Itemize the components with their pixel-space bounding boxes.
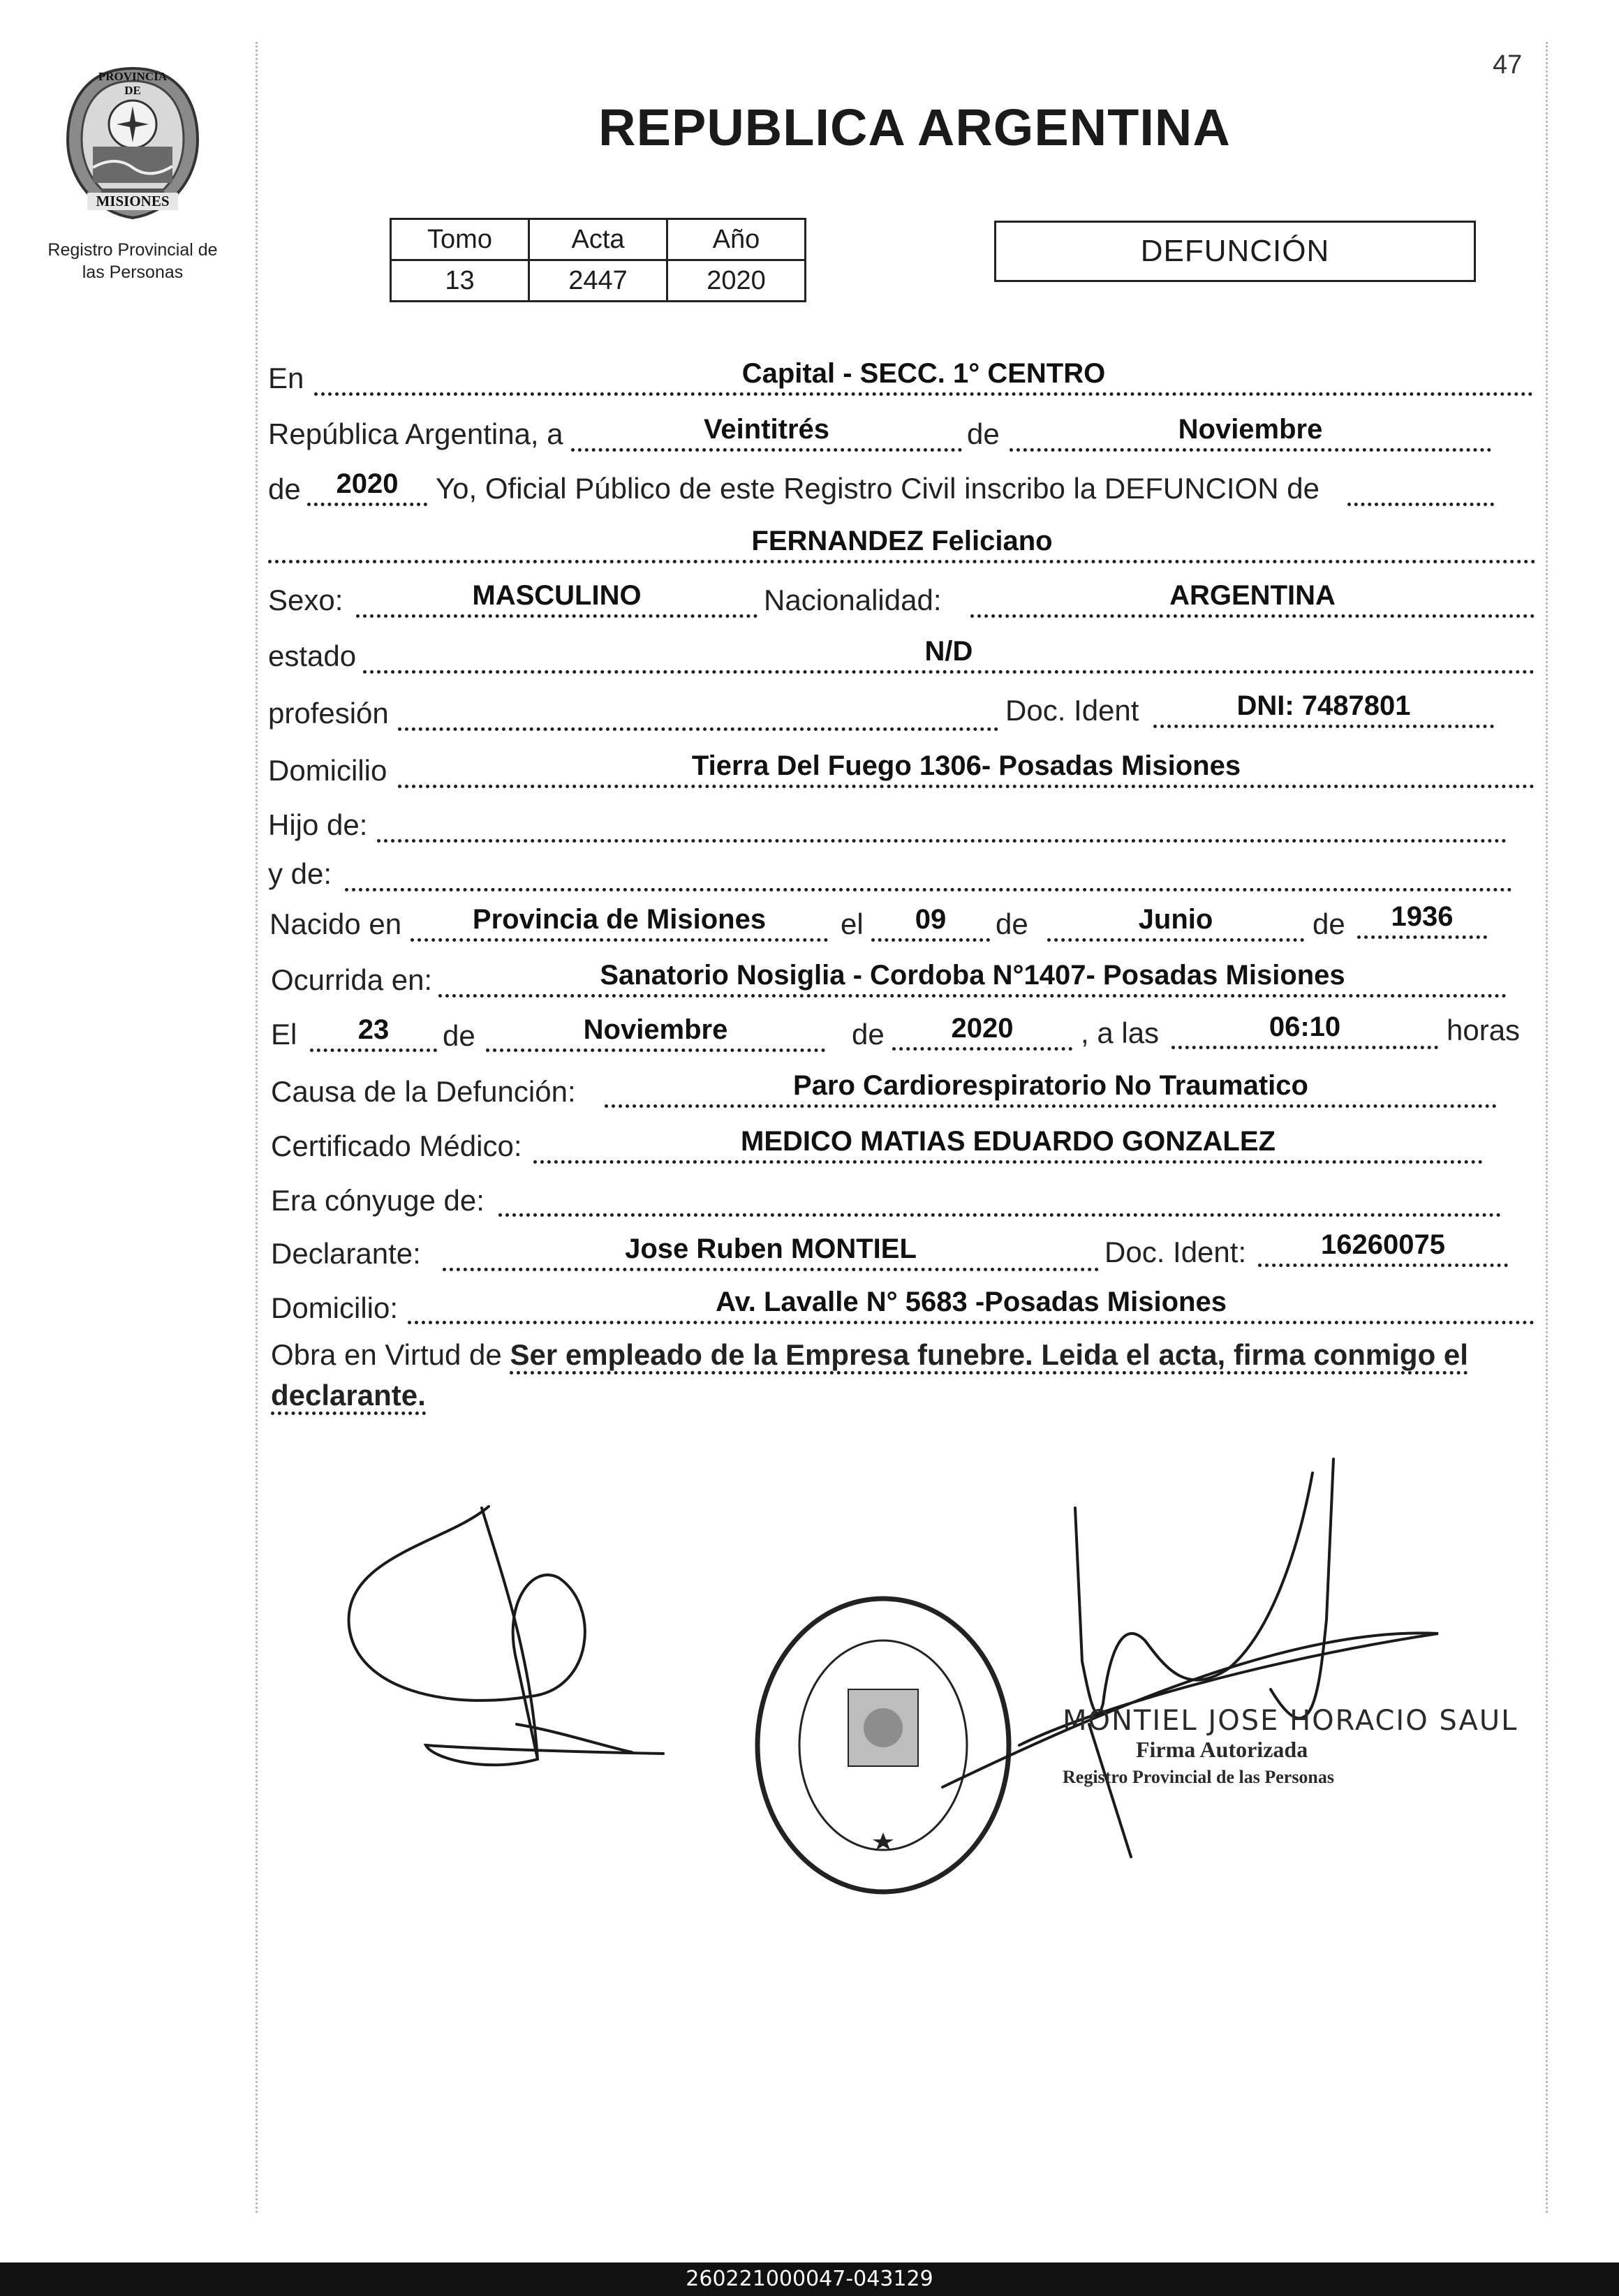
- label-el: el: [841, 908, 864, 940]
- page-title: REPUBLICA ARGENTINA: [598, 98, 1231, 156]
- field-nacimiento-mes: Junio: [1047, 895, 1304, 942]
- label-domicilio-2: Domicilio:: [271, 1291, 399, 1324]
- label-estado: estado: [268, 639, 357, 672]
- field-lugar: Capital - SECC. 1° CENTRO: [314, 349, 1533, 396]
- crest-text-bottom: MISIONES: [87, 193, 178, 210]
- acta-header: Acta: [529, 219, 667, 260]
- field-doc-ident: DNI: 7487801: [1153, 681, 1494, 728]
- registry-label-line2: las Personas: [82, 262, 184, 282]
- field-dia-texto: Veintitrés: [571, 405, 962, 452]
- crest-text-top: PROVINCIA DE: [98, 70, 168, 97]
- field-nacimiento-dia: 09: [871, 895, 990, 942]
- declarant-signature: [349, 1506, 663, 1765]
- field-hora: 06:10: [1171, 1002, 1438, 1049]
- footer-code-bar: 260221000047-043129: [0, 2262, 1619, 2296]
- field-declarante-doc: 16260075: [1258, 1220, 1508, 1267]
- official-org: Registro Provincial de las Personas: [1063, 1767, 1335, 1787]
- label-de-4: de: [1313, 908, 1345, 940]
- field-sexo: MASCULINO: [356, 571, 757, 618]
- label-yo-text: Yo, Oficial Público de este Registro Civil inscribo la DEFUNCION de: [436, 472, 1319, 505]
- label-ocurrida-en: Ocurrida en:: [271, 963, 433, 996]
- field-obra-en-virtud: Ser empleado de la Empresa funebre. Leida el acta, firma conmigo el declarante.: [271, 1338, 1468, 1415]
- label-conyuge: Era cónyuge de:: [271, 1184, 485, 1217]
- field-defuncion-mes: Noviembre: [486, 1005, 825, 1052]
- label-declarante: Declarante:: [271, 1237, 421, 1270]
- field-declarante: Jose Ruben MONTIEL: [443, 1224, 1099, 1271]
- label-doc-ident: Doc. Ident: [1005, 694, 1139, 727]
- official-role: Firma Autorizada: [1136, 1737, 1308, 1762]
- official-name: MONTIEL JOSE HORACIO SAUL: [1063, 1705, 1518, 1737]
- label-de-6: de: [852, 1018, 885, 1051]
- label-el-cap: El: [271, 1018, 297, 1051]
- label-de-5: de: [443, 1019, 475, 1052]
- field-estado: N/D: [363, 627, 1535, 674]
- label-obra: Obra en Virtud de: [271, 1338, 502, 1371]
- label-profesion: profesión: [268, 697, 389, 729]
- label-a-las: , a las: [1081, 1016, 1160, 1049]
- field-mes-inscripcion: Noviembre: [1010, 405, 1491, 452]
- field-causa: Paro Cardiorespiratorio No Traumatico: [605, 1061, 1497, 1108]
- field-nacionalidad: ARGENTINA: [970, 571, 1535, 618]
- anio-value: 2020: [667, 260, 806, 302]
- field-declarante-domicilio: Av. Lavalle N° 5683 -Posadas Misiones: [408, 1277, 1535, 1324]
- anio-header: Año: [667, 219, 806, 260]
- official-stamp: [1063, 1705, 1518, 1788]
- page-number: 47: [1493, 50, 1523, 80]
- field-certificado: MEDICO MATIAS EDUARDO GONZALEZ: [533, 1117, 1483, 1164]
- label-nacido-en: Nacido en: [269, 908, 402, 940]
- label-y-de: y de:: [268, 857, 332, 890]
- label-de-1: de: [967, 417, 1000, 450]
- label-sexo: Sexo:: [268, 584, 343, 616]
- label-en: En: [268, 362, 304, 394]
- label-certificado: Certificado Médico:: [271, 1130, 522, 1162]
- tomo-value: 13: [391, 260, 529, 302]
- label-domicilio: Domicilio: [268, 754, 387, 787]
- label-causa: Causa de la Defunción:: [271, 1075, 576, 1108]
- field-nombre: FERNANDEZ Feliciano: [268, 517, 1536, 563]
- field-nacimiento-anio: 1936: [1357, 892, 1487, 939]
- label-de-2: de: [268, 473, 301, 505]
- label-hijo-de: Hijo de:: [268, 808, 368, 841]
- registry-label-line1: Registro Provincial de: [47, 240, 218, 260]
- field-defuncion-dia: 23: [310, 1005, 437, 1052]
- field-ocurrida-en: Sanatorio Nosiglia - Cordoba N°1407- Posadas Misiones: [438, 951, 1507, 998]
- document-type-box: DEFUNCIÓN: [994, 221, 1476, 282]
- field-anio-inscripcion: 2020: [307, 459, 427, 506]
- field-domicilio: Tierra Del Fuego 1306- Posadas Misiones: [398, 741, 1535, 788]
- tomo-header: Tomo: [391, 219, 529, 260]
- acta-value: 2447: [529, 260, 667, 302]
- field-nacido-en: Provincia de Misiones: [411, 895, 828, 942]
- label-horas: horas: [1447, 1014, 1521, 1046]
- label-doc-ident-2: Doc. Ident:: [1104, 1236, 1247, 1268]
- round-seal: [757, 1599, 1009, 1892]
- field-defuncion-anio: 2020: [892, 1004, 1072, 1051]
- official-signature: [942, 1459, 1438, 1857]
- label-republica: República Argentina, a: [268, 417, 563, 450]
- label-de-3: de: [996, 908, 1028, 940]
- label-nacionalidad: Nacionalidad:: [764, 584, 942, 616]
